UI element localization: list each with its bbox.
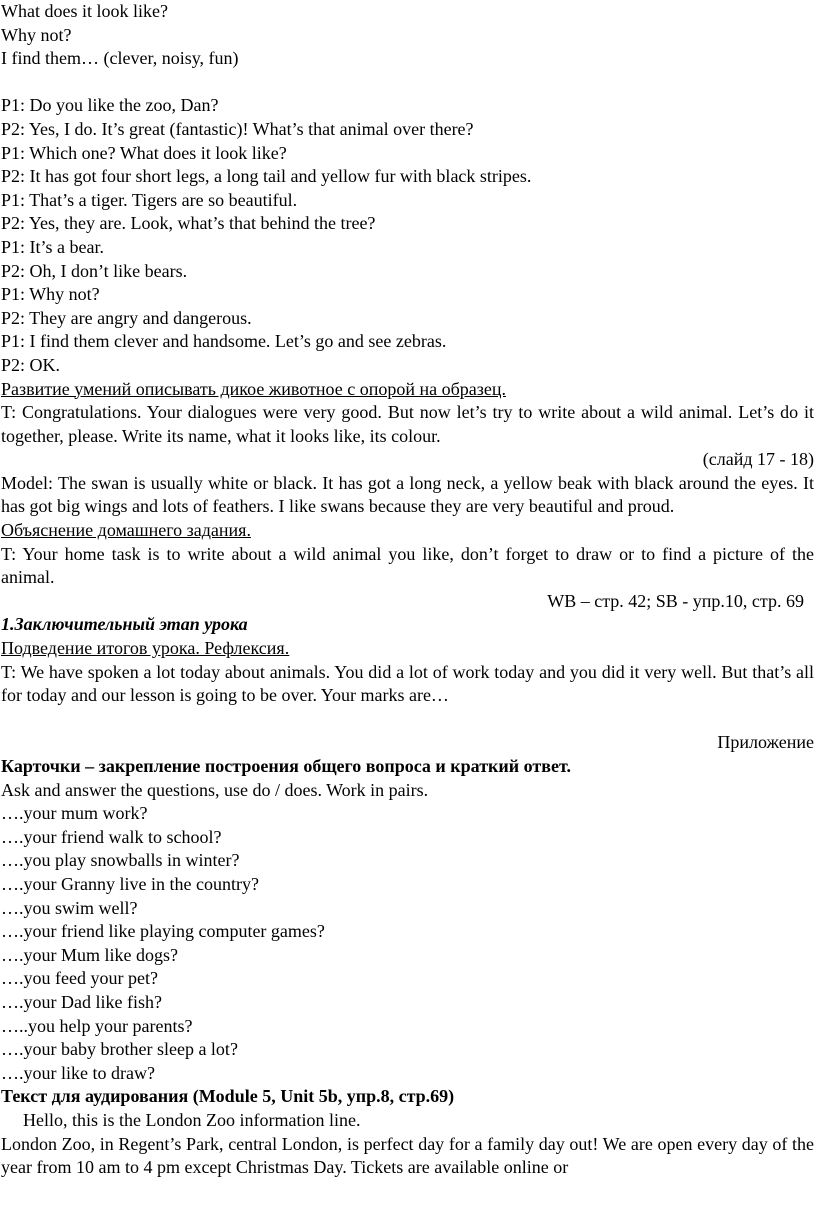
- cards-instruction: Ask and answer the questions, use do / does. Work in pairs.: [1, 779, 429, 800]
- listening-body: London Zoo, in Regent’s Park, central London, is perfect day for a family day out! We are open every day of the year from 10 am to 4 pm except Christmas Day. Tickets are available online or: [1, 1133, 814, 1178]
- spacer: [1, 708, 814, 732]
- dialogue-line: P2: It has got four short legs, a long tail and yellow fur with black stripes.: [1, 166, 532, 187]
- question-item: ….your Dad like fish?: [1, 991, 162, 1012]
- dialogue-line: P2: Yes, they are. Look, what’s that behind the tree?: [1, 213, 376, 234]
- intro-line: What does it look like?: [1, 1, 168, 21]
- question-item: …..you help your parents?: [1, 1015, 193, 1036]
- homework-reference: WB – стр. 42; SB - упр.10, стр. 69: [547, 590, 804, 611]
- dialogue-line: P2: OK.: [1, 354, 61, 375]
- dialogue-line: P1: Which one? What does it look like?: [1, 142, 287, 163]
- final-stage-subheading: Подведение итогов урока. Рефлексия.: [1, 638, 290, 659]
- teacher-text-describe: T: Congratulations. Your dialogues were very good. But now let’s try to write about a wild animal. Let’s do it together, please. Write its name, what it looks like, its colour.: [1, 402, 814, 446]
- question-item: ….your friend walk to school?: [1, 826, 222, 847]
- dialogue-line: P2: Yes, I do. It’s great (fantastic)! What’s that animal over there?: [1, 118, 474, 139]
- question-item: ….you play snowballs in winter?: [1, 850, 240, 871]
- question-item: ….you feed your pet?: [1, 968, 158, 989]
- dialogue-line: P1: I find them clever and handsome. Let’s go and see zebras.: [1, 331, 447, 352]
- dialogue-line: P1: That’s a tiger. Tigers are so beautiful.: [1, 189, 298, 210]
- dialogue-line: P2: Oh, I don’t like bears.: [1, 260, 188, 281]
- final-stage-heading: 1.Заключительный этап урока: [1, 614, 248, 635]
- section-heading-homework: Объяснение домашнего задания.: [1, 520, 251, 541]
- spacer: [1, 71, 814, 95]
- teacher-text-homework: T: Your home task is to write about a wild animal you like, don’t forget to draw or to find a picture of the animal.: [1, 543, 814, 588]
- dialogue-line: P1: Do you like the zoo, Dan?: [1, 95, 219, 116]
- intro-line: Why not?: [1, 24, 72, 45]
- listening-greeting: Hello, this is the London Zoo information line.: [23, 1109, 361, 1130]
- question-item: ….your like to draw?: [1, 1062, 155, 1083]
- intro-line: I find them… (clever, noisy, fun): [1, 48, 239, 69]
- question-item: ….your baby brother sleep a lot?: [1, 1039, 238, 1060]
- appendix-label: Приложение: [717, 732, 814, 753]
- listening-heading: Текст для аудирования (Module 5, Unit 5b, упр.8, стр.69): [1, 1086, 455, 1107]
- cards-heading: Карточки – закрепление построения общего вопроса и краткий ответ.: [1, 756, 571, 776]
- model-text: Model: The swan is usually white or black. It has got a long neck, a yellow beak with black around the eyes. It has got big wings and lots of feathers. I like swans because they are very beautiful and proud.: [1, 472, 814, 517]
- slide-reference: (слайд 17 - 18): [702, 449, 814, 470]
- question-item: ….your friend like playing computer games?: [1, 921, 325, 942]
- question-item: ….you swim well?: [1, 897, 138, 918]
- section-heading-describe: Развитие умений описывать дикое животное с опорой на образец.: [1, 378, 506, 399]
- question-item: ….your mum work?: [1, 803, 148, 824]
- dialogue-line: P2: They are angry and dangerous.: [1, 307, 252, 328]
- dialogue-block: [1, 94, 814, 377]
- dialogue-line: P1: Why not?: [1, 284, 100, 305]
- question-item: ….your Granny live in the country?: [1, 873, 259, 894]
- dialogue-line: P1: It’s a bear.: [1, 236, 104, 257]
- question-item: ….your Mum like dogs?: [1, 944, 178, 965]
- question-list: [1, 802, 814, 1085]
- teacher-text-final: T: We have spoken a lot today about animals. You did a lot of work today and you did it very well. But that’s all for today and our lesson is going to be over. Your marks are…: [1, 661, 814, 706]
